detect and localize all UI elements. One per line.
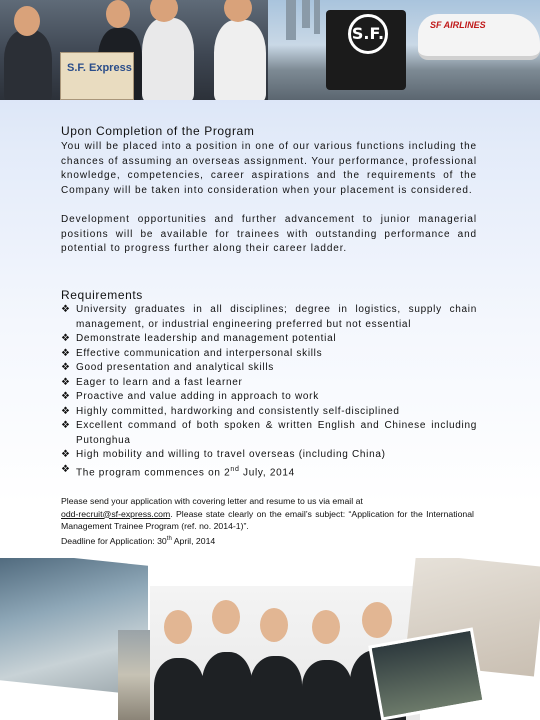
header-photo-couriers [0,0,268,100]
requirement-item [61,347,477,362]
parcel-box [60,52,134,100]
requirement-text: Eager to learn and a fast learner [76,376,243,388]
bullet-icon: ❖ [61,376,71,388]
bullet-icon: ❖ [61,391,71,402]
start-date-prefix: The program commences on 2 [76,466,231,478]
requirement-item [61,405,477,420]
requirement-item [61,419,477,448]
header-photo-strip [0,0,540,100]
courier-figure [4,30,52,100]
sf-logo: S.F. [348,14,388,54]
trainee-face [212,600,240,634]
requirement-text: Highly committed, hardworking and consistently self-disciplined [76,405,400,417]
trainee-face [260,608,288,642]
requirement-text: Good presentation and analytical skills [76,362,274,373]
requirement-item [61,332,477,347]
completion-title: Upon Completion of the Program [61,124,255,138]
trainee-figure [202,652,252,720]
application-line-2 [61,508,474,533]
requirement-text: Demonstrate leadership and management potential [76,333,337,344]
requirement-item [61,361,477,376]
requirement-item [61,376,477,391]
requirement-text: Proactive and value adding in approach to work [76,391,319,402]
requirement-item [61,390,477,405]
requirement-item [61,448,477,463]
trainee-face [312,610,340,644]
bullet-icon: ❖ [61,304,71,315]
completion-paragraph-1: You will be placed into a position in one of our various functions including the chances of assuming an overseas assignment. Your performance, professional knowledge, competencies, career aspirations and the requirements of the Company will be taken into consideration when your placement is considered. [61,141,477,196]
requirement-text: Effective communication and interpersonal skills [76,347,323,359]
courier-figure [214,20,266,100]
city-tower [286,0,296,40]
requirements-list [61,303,477,480]
completion-paragraph-2: Development opportunities and further advancement to junior managerial positions will be available for trainees with outstanding performance and potential to progress further along their career ladder. [61,214,477,255]
bullet-icon: ❖ [61,405,71,417]
deadline-prefix: Deadline for Application: 30 [61,535,167,546]
application-subject-text: . Please state clearly on the email’s subject: “Application for the International Management Trainee Program (ref. no. 2014-1)”. [61,508,474,531]
bullet-icon: ❖ [61,449,71,460]
city-tower [302,0,310,28]
start-date-suffix: July, 2014 [239,466,295,478]
requirement-text: University graduates in all disciplines; degree in logistics, supply chain management, or industrial engineering preferred but not essential [76,304,477,330]
courier-head [106,0,130,28]
application-deadline [61,533,474,547]
requirement-text: High mobility and willing to travel overseas (including China) [76,449,386,460]
requirement-item-start-date [61,463,477,481]
courier-head [14,6,40,36]
requirement-item [61,303,477,332]
city-tower [314,0,320,34]
recruit-email-link[interactable]: odd-recruit@sf-express.com [61,508,171,519]
application-line-1: Please send your application with covering letter and resume to us via email at [61,496,363,506]
courier-head [224,0,252,22]
parcel-box-label: S.F. Express [67,62,132,74]
requirement-text: Excellent command of both spoken & written English and Chinese including Putonghua [76,420,477,446]
bullet-icon: ❖ [61,420,71,431]
trainee-figure [250,656,302,720]
footer-photo-collage [0,558,540,720]
application-instructions [61,495,474,547]
bullet-icon: ❖ [61,362,71,373]
requirements-title: Requirements [61,288,143,302]
deadline-ordinal: th [166,535,172,542]
bullet-icon: ❖ [61,347,71,359]
bullet-icon: ❖ [61,463,71,475]
trainee-figure [154,658,204,720]
trainee-figure [302,660,352,720]
trainee-face [362,602,392,638]
header-photo-fleet [268,0,540,100]
start-date-ordinal: nd [230,465,240,473]
deadline-suffix: April, 2014 [171,535,216,546]
courier-figure [142,18,194,100]
airline-text: SF AIRLINES [430,20,486,30]
trainee-face [164,610,192,644]
bullet-icon: ❖ [61,333,71,344]
